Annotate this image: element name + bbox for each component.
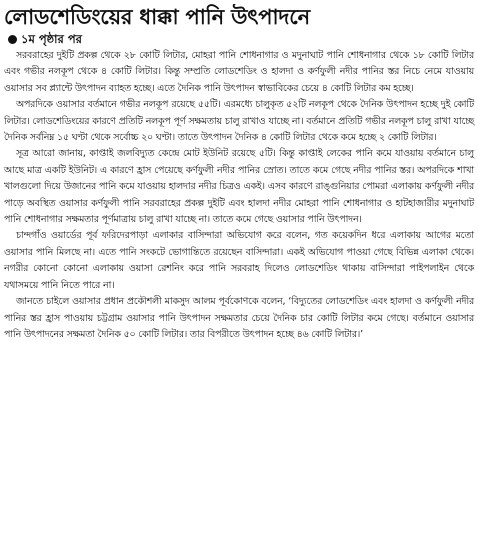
paragraph: জানতে চাইলে ওয়াসার প্রধান প্রকৌশলী মাকসুদ আলম পূর্বকোণকে বলেন, ‘বিদ্যুতের লোডশেডিং এবং হালদা ও কর্ণফুলী নদীর পানির স্তর হ্রাস পাওয়ায় চট্টগ্রাম ওয়াসার পানি উৎপাদন সক্ষমতার চেয়ে দৈনিক চার কোটি লিটার কমে গেছে। বর্তমানে ওয়াসার পানি উৎপাদনের সক্ষমতা দৈনিক ৫০ কোটি লিটার। তার বিপরীতে উৎপাদন হচ্ছে ৪৬ কোটি লিটার।’ <box>4 296 474 340</box>
continued-label: ১ম পৃষ্ঠার পর <box>21 32 82 46</box>
paragraph: সূত্র আরো জানায়, কাপ্তাই জলবিদ্যুত কেন্দ্রে মোট ইউনিট রয়েছে ৫টি। কিন্তু কাপ্তাই লেকের পানি কমে যাওয়ায় বর্তমানে চালু আছে মাত্র একটি ইউনিট। এ কারণে হ্রাস পেয়েছে কর্ণফুলী নদীর পানির স্রোত। তাতে কমে গেছে নদীর পানির স্তর। অপরদিকে শাখা খালগুলো দিয়ে উজানের পানি কমে যাওয়ায় হালদার নদীর চিত্রও একই। এসব কারণে রাঙ্গুনিয়ার পোমরা এলাকায় কর্ণফুলী নদীর পাড়ে অবস্থিত ওয়াসার কর্ণফুলী পানি সরবরাহের প্রকল্প দুইটি এবং হালদা নদীর মোহরা পানি শোধনাগার ও হাটহাজারীর মদুনাঘাট পানি শোধনাগার সক্ষমতার পূর্ণমাত্রায় চালু রাখা যাচ্ছে না। তাতে কমে গেছে ওয়াসার পানি উৎপাদন। <box>4 148 474 226</box>
headline: লোডশেডিংয়ের ধাক্কা পানি উৎপাদনে <box>4 5 310 29</box>
paragraph: অপরদিকে ওয়াসার বর্তমানে গভীর নলকূপ রয়েছে ৫৫টি। এরমধ্যে চালুকৃত ৫২টি নলকূপ থেকে দৈনিক উৎপাদন হচ্ছে দুই কোটি লিটার। লোডশেডিংয়ের কারণে প্রতিটি নলকূপ পূর্ণ সক্ষমতায় চালু রাখাও যাচ্ছে না। বর্তমানে প্রতিটি গভীর নলকূপ চালু রাখা যাচ্ছে দৈনিক সর্বনিম্ন ১৫ ঘণ্টা থেকে সর্বোচ্চ ২০ ঘণ্টা। তাতে উৎপাদন দৈনিক ৪ কোটি লিটার থেকে কমে হচ্ছে ২ কোটি লিটার। <box>4 99 474 144</box>
paragraph: সরবরাহের দুইটি প্রকল্প থেকে ২৮ কোটি লিটার, মোহরা পানি শোধনাগার ও মদুনাঘাট পানি শোধনাগার থেকে ১৮ কোটি লিটার এবং গভীর নলকূপ থেকে ৪ কোটি লিটার। কিন্তু সম্প্রতি লোডশেডিং ও হালদা ও কর্ণফুলী নদীর পানির স্তর নিচে নেমে যাওয়ায় ওয়াসার সব প্ল্যান্টে উৎপাদন ব্যাহত হচ্ছে। এতে দৈনিক পানি উৎপাদন স্বাভাবিকের চেয়ে ৪ কোটি লিটার কম হচ্ছে। <box>4 50 474 94</box>
paragraph: চান্দগাঁও ওয়ার্ডের পূর্ব ফরিদেরপাড়া এলাকার বাসিন্দারা অভিযোগ করে বলেন, গত কয়েকদিন ধরে এলাকায় আগের মতো ওয়াসার পানি মিলছে না। এতে পানি সংকটে ভোগান্তিতে রয়েছেন বাসিন্দারা। একই অভিযোগ পাওয়া গেছে বিভিন্ন এলাকা থেকে। নগরীর কোনো কোনো এলাকায় ওয়াসা রেশনিং করে পানি সরবরাহ দিলেও লোডশেডিং থাকায় বাসিন্দারা পাইপলাইন থেকে যথাসময়ে পানি নিতে পারে না। <box>4 230 474 291</box>
article-body <box>4 48 474 343</box>
bullet-icon <box>8 35 17 44</box>
continued-line <box>4 31 474 47</box>
